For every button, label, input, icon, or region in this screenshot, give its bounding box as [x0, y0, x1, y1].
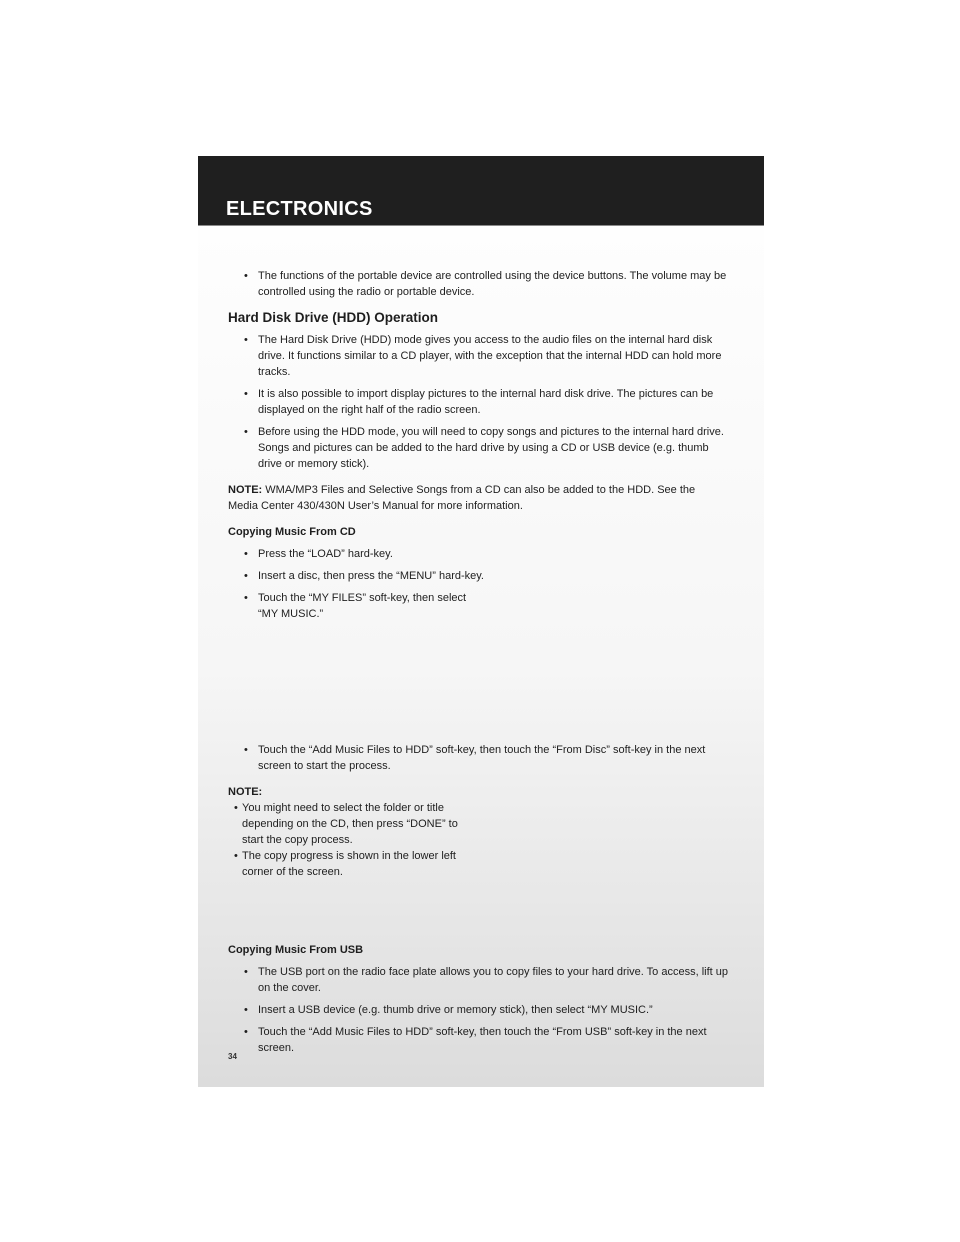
figure-placeholder — [228, 622, 728, 742]
list-item: • Touch the “Add Music Files to HDD” soft-key, then touch the “From Disc” soft-key in the next screen to start the process. — [238, 742, 728, 774]
page-content — [228, 268, 728, 1056]
section-title: ELECTRONICS — [226, 198, 373, 220]
list-item: • It is also possible to import display pictures to the internal hard disk drive. The pictures can be displayed on the right half of the radio screen. — [238, 386, 728, 418]
note-label: NOTE: — [228, 484, 263, 496]
copy-cd-heading: Copying Music From CD — [228, 526, 356, 538]
list-item: • The USB port on the radio face plate allows you to copy files to your hard drive. To access, lift up on the cover. — [238, 964, 728, 996]
note-label: NOTE: — [228, 786, 263, 798]
hdd-heading: Hard Disk Drive (HDD) Operation — [228, 310, 439, 325]
figure-placeholder — [228, 880, 728, 932]
list-item: • The functions of the portable device are controlled using the device buttons. The volume may be controlled using the radio or portable device. — [238, 268, 728, 300]
list-item: • Touch the “MY FILES” soft-key, then select “MY MUSIC.” — [238, 590, 483, 622]
note-paragraph — [228, 482, 728, 514]
page-number: 34 — [228, 1052, 237, 1061]
list-item: • The Hard Disk Drive (HDD) mode gives you access to the audio files on the internal hard disk drive. It functions similar to a CD player, with the exception that the internal HDD can hold more tracks. — [238, 332, 728, 380]
list-item: • The copy progress is shown in the lower left corner of the screen. — [228, 848, 467, 880]
section-header — [198, 156, 764, 226]
note-text: WMA/MP3 Files and Selective Songs from a CD can also be added to the HDD. See the Media Center 430/430N User’s Manual for more information. — [228, 484, 696, 512]
manual-page — [198, 156, 764, 1087]
list-item: • Press the “LOAD” hard-key. — [238, 546, 728, 562]
list-item: • Touch the “Add Music Files to HDD” soft-key, then touch the “From USB” soft-key in the next screen. — [238, 1024, 728, 1056]
copy-usb-heading: Copying Music From USB — [228, 944, 364, 956]
list-item: • Before using the HDD mode, you will need to copy songs and pictures to the internal hard drive. Songs and pictures can be added to the hard drive by using a CD or USB device (e.g. thumb drive or memory stick). — [238, 424, 728, 472]
list-item: • Insert a USB device (e.g. thumb drive or memory stick), then select “MY MUSIC.” — [238, 1002, 728, 1018]
list-item: • Insert a disc, then press the “MENU” hard-key. — [238, 568, 728, 584]
list-item: • You might need to select the folder or title depending on the CD, then press “DONE” to start the copy process. — [228, 800, 467, 848]
